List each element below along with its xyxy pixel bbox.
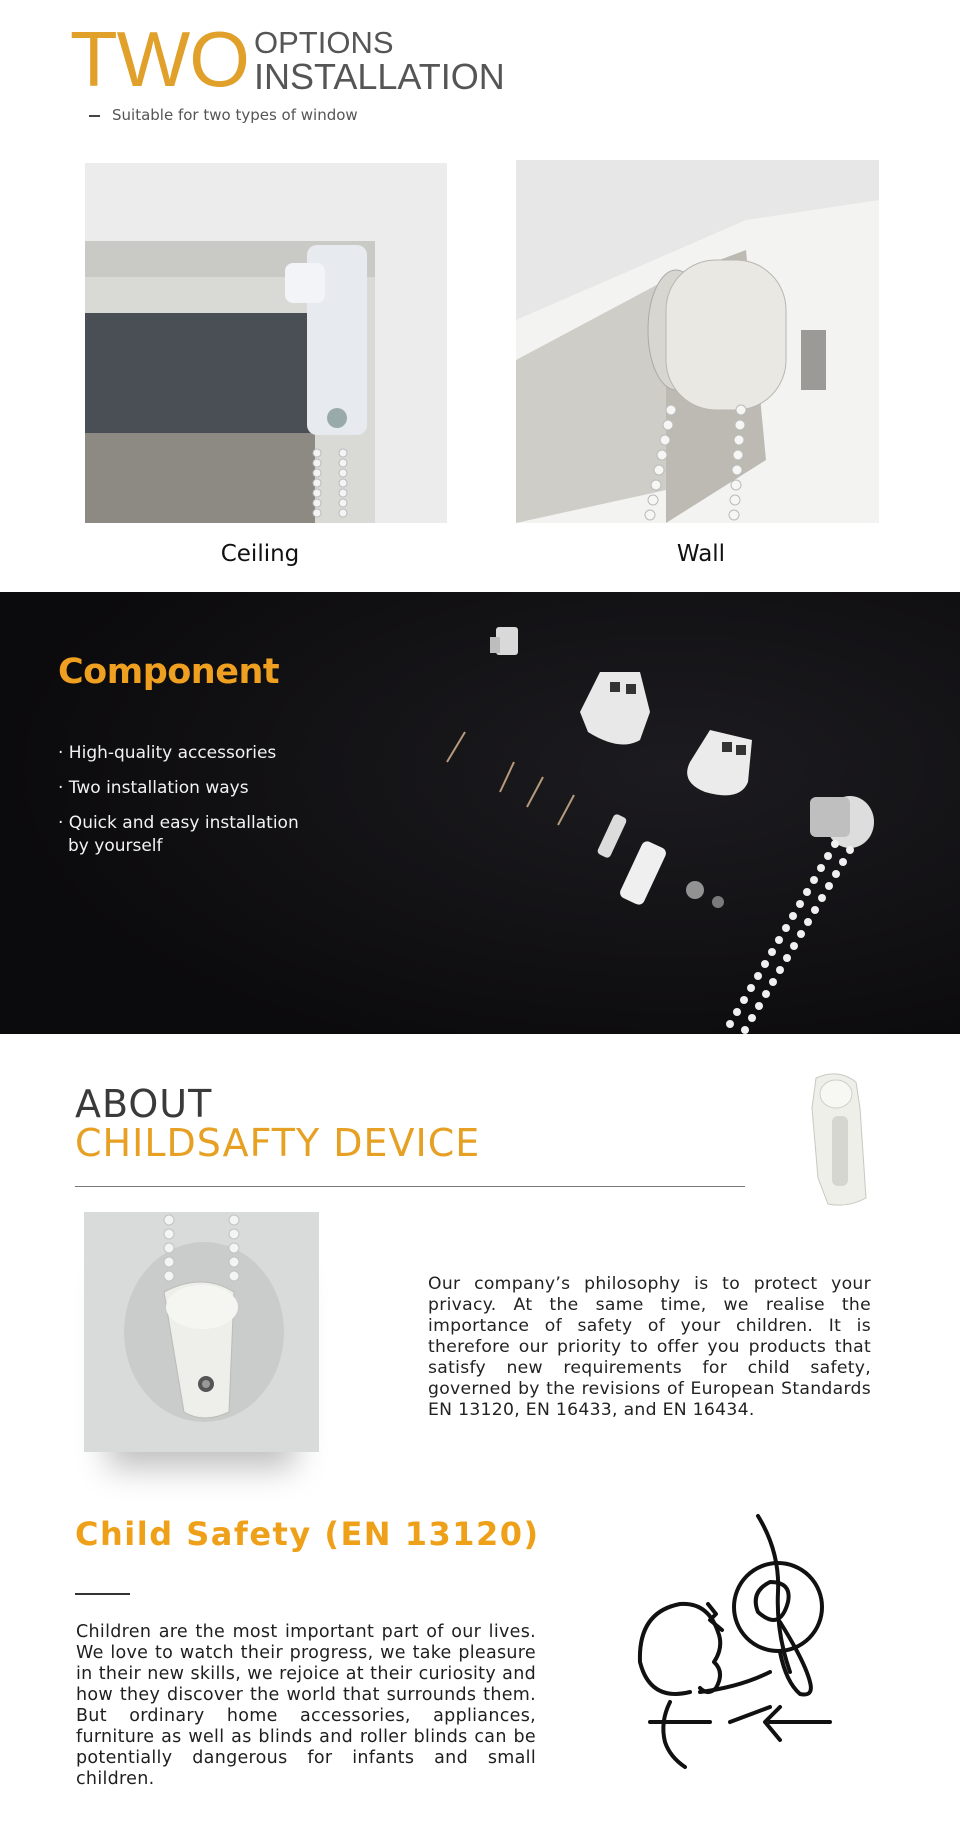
feature-item: · Two installation ways — [58, 778, 249, 798]
ceiling-installation-image — [85, 163, 447, 523]
header-line-installation: INSTALLATION — [254, 56, 505, 97]
ceiling-bracket-illustration — [85, 163, 447, 523]
child-safety-device-photo — [84, 1212, 319, 1452]
feature-item: · High-quality accessories — [58, 743, 277, 763]
child-cord-hazard-icon — [630, 1512, 840, 1772]
safety-device-image — [796, 1068, 880, 1208]
component-feature-list — [58, 742, 299, 870]
feature-item: · Quick and easy installation — [58, 813, 299, 833]
philosophy-paragraph: Our company’s philosophy is to protect your privacy. At the same time, we realise the importance of safety of your children. It is therefore our priority to offer you products that satisfy new requirements for child safety, governed by the revisions of European Standards EN 13120, EN 16433, and EN 16434. — [428, 1274, 871, 1420]
child-safety-title: Child Safety (EN 13120) — [75, 1515, 540, 1553]
header-subtitle: Suitable for two types of window — [112, 106, 358, 124]
header-line-options: OPTIONS — [254, 25, 394, 60]
subtitle-dash — [89, 115, 100, 117]
about-divider — [75, 1186, 745, 1187]
component-title: Component — [58, 652, 280, 692]
wall-installation-image — [516, 160, 879, 523]
wall-bracket-illustration — [516, 160, 879, 523]
feature-item-continuation: by yourself — [68, 836, 163, 856]
child-safety-device-photo-illustration — [84, 1212, 319, 1452]
child-safety-divider — [75, 1593, 130, 1595]
safety-device-illustration — [796, 1068, 880, 1208]
about-heading-line1: ABOUT — [75, 1082, 213, 1126]
child-cord-hazard-illustration — [630, 1512, 840, 1772]
about-heading-line2: CHILDSAFTY DEVICE — [75, 1121, 481, 1165]
wall-label: Wall — [676, 541, 726, 567]
child-safety-paragraph: Children are the most important part of our lives. We love to watch their progress, we take pleasure in their new skills, we rejoice at their curiosity and how they discover the world that surrounds them. But ordinary home accessories, appliances, furniture as well as blinds and roller blinds can be potentially dangerous for infants and small children. — [76, 1622, 536, 1789]
ceiling-label: Ceiling — [220, 541, 300, 567]
header-big-word: TWO — [70, 15, 249, 103]
